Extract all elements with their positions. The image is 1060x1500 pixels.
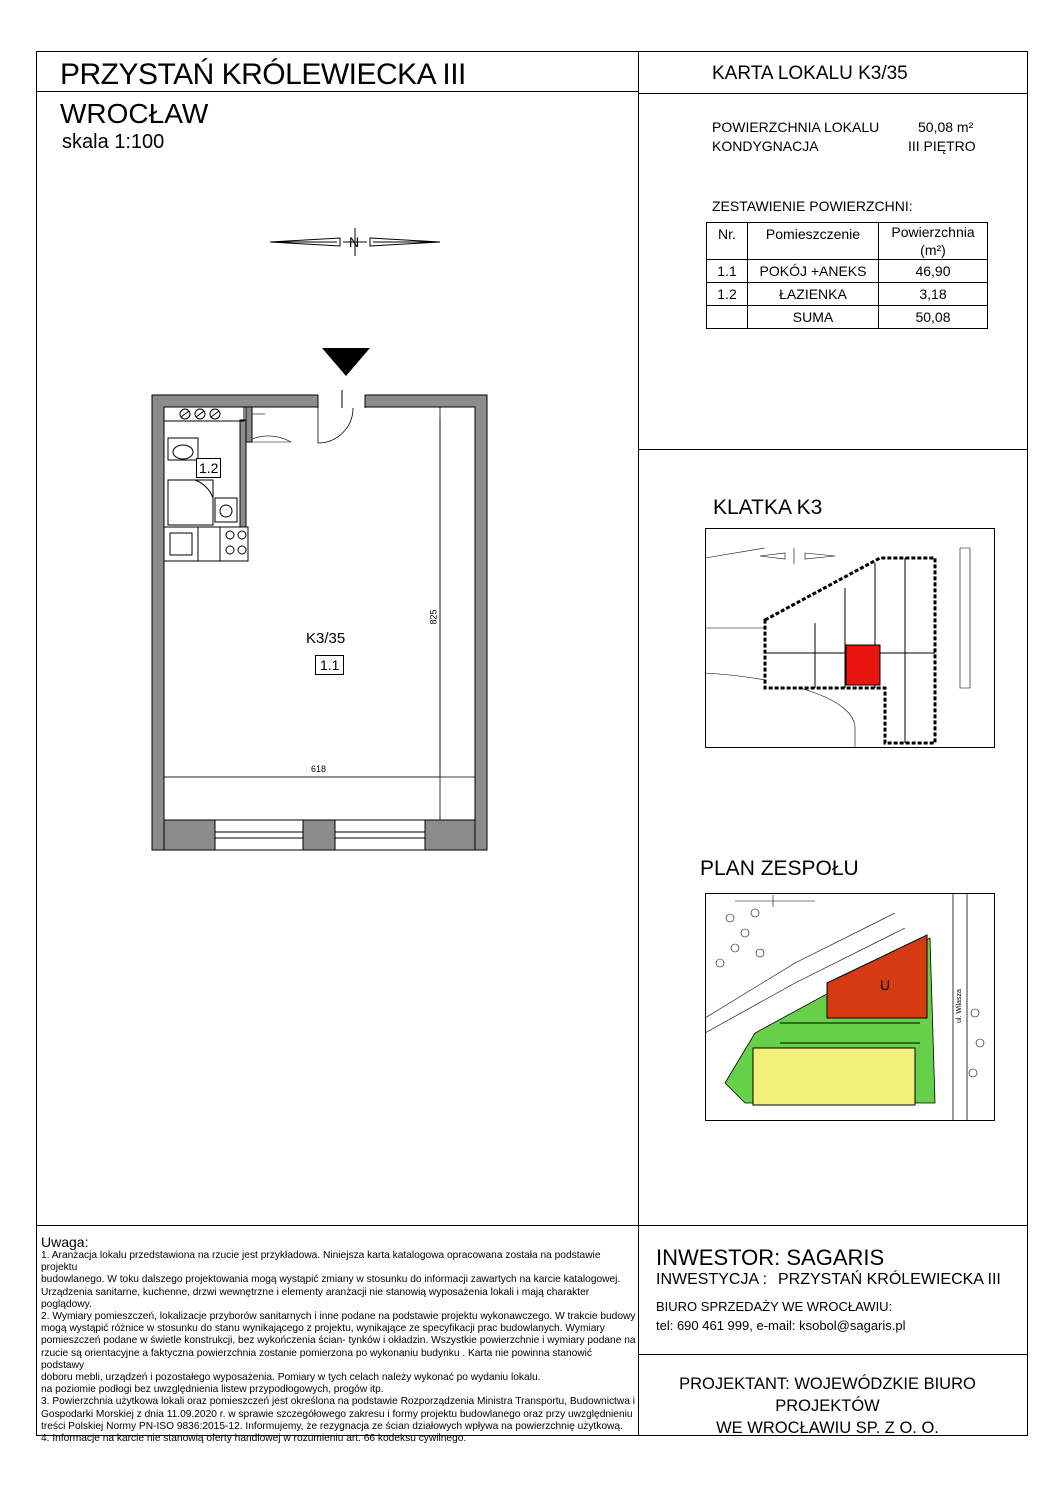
header-divider-right	[638, 93, 1027, 94]
table-row	[707, 260, 988, 283]
dimension-height: 825	[428, 609, 439, 625]
investment-value: PRZYSTAŃ KRÓLEWIECKA III	[778, 1271, 1001, 1288]
table-row	[707, 283, 988, 306]
designer-line-1: PROJEKTANT: WOJEWÓDZKIE BIURO PROJEKTÓW	[679, 1375, 976, 1415]
unit-label: K3/35	[306, 630, 346, 647]
col-nr-header: Nr.	[707, 223, 748, 260]
city-title: WROCŁAW	[60, 98, 209, 129]
note-line: mogą wystąpić różnice w stosunku do stanu wynikającego z projektu, wynikające ze specyfikacji prac budowlanych. Wymiary	[41, 1323, 605, 1335]
note-line: 2. Wymiary pomieszczeń, lokalizacje przyborów sanitarnych i inne podane na podstawie projektu wykonawczego. W trakcie budowy	[41, 1311, 636, 1323]
note-line: rzucie są orientacyjne a faktyczna powierzchnia zostanie pomierzona po wykonaniu budynku . Karta nie powinna stanowić podstawy	[41, 1347, 593, 1371]
stairwell-map	[705, 528, 995, 748]
row-nr: 1.2	[707, 283, 748, 306]
dimension-width: 618	[311, 764, 327, 774]
vertical-divider	[638, 51, 639, 1435]
stair-section-title: KLATKA K3	[713, 496, 823, 519]
area-value: 50,08 m²	[918, 119, 974, 135]
area-table	[706, 222, 988, 329]
street-label: ul. Wilasza	[956, 989, 963, 1023]
col-room-header: Pomieszczenie	[748, 223, 879, 260]
row-room: POKÓJ +ANEKS	[748, 260, 879, 283]
note-line: na poziomie podłogi bez uwzględnienia listew przypodłogowych, progów itp.	[41, 1384, 384, 1396]
total-label: SUMA	[748, 306, 879, 329]
contact-info: tel: 690 461 999, e-mail: ksobol@sagaris.pl	[656, 1318, 906, 1333]
notes-body	[41, 1250, 636, 1445]
floor-plan	[150, 380, 495, 855]
entrance-marker-icon	[320, 346, 372, 378]
note-line: 3. Powierzchnia użytkowa lokali oraz pomieszczeń jest określona na podstawie Rozporządzenia Ministra Transportu, Budownictwa i	[41, 1396, 635, 1408]
total-value: 50,08	[879, 306, 988, 329]
note-line: pomieszczeń podane w świetle konstrukcji, bez wykończenia ścian- tynków i okładzin. Wszystkie powierzchnie i wymiary podane na	[41, 1335, 636, 1347]
note-line: treści Polskiej Normy PN-ISO 9836:2015-12. Informujemy, że rezygnacja ze ścian działowych wpływa na powierzchnię użytkową.	[41, 1420, 623, 1432]
note-line: doboru mebli, urządzeń i pozostałego wyposażenia. Pomiary w tych celach należy wykonać po wydaniu lokalu.	[41, 1372, 541, 1384]
notes-divider	[36, 1225, 1027, 1226]
room-label-1-1: 1.1	[315, 655, 344, 675]
site-plan-map	[705, 893, 995, 1121]
room-label-1-2: 1.2	[196, 458, 221, 478]
note-line: budowlanego. W toku dalszego projektowania mogą wystąpić zmiany w stosunku do informacji zawartych na karcie katalogowej.	[41, 1274, 621, 1286]
card-title: KARTA LOKALU K3/35	[712, 63, 908, 84]
col-area-unit: (m²)	[879, 241, 988, 260]
notes-heading: Uwaga:	[41, 1234, 89, 1250]
note-line: Urządzenia sanitarne, kuchenne, drzwi wewnętrzne i elementy aranżacji nie stanowią wyposażenia lokali i mają charakter poglądowy.	[41, 1286, 590, 1310]
row-room: ŁAZIENKA	[748, 283, 879, 306]
area-label: POWIERZCHNIA LOKALU	[712, 119, 880, 135]
note-line: Gospodarki Morskiej z dnia 11.09.2020 r. w sprawie szczegółowego zakresu i formy projektu budowlanego oraz przy uwzględnieniu	[41, 1408, 633, 1420]
area-table-caption: ZESTAWIENIE POWIERZCHNI:	[712, 198, 913, 214]
col-area-header: Powierzchnia	[879, 223, 988, 242]
designer-block	[640, 1373, 1015, 1439]
table-header-row	[707, 223, 988, 242]
sales-office-label: BIURO SPRZEDAŻY WE WROCŁAWIU:	[656, 1299, 893, 1314]
site-marker-label: U	[880, 977, 891, 993]
right-section-divider	[638, 449, 1027, 450]
designer-divider	[638, 1354, 1027, 1355]
row-area: 46,90	[879, 260, 988, 283]
floor-value: III PIĘTRO	[908, 138, 976, 154]
investment-label: INWESTYCJA :	[656, 1271, 768, 1288]
investor-line: INWESTOR: SAGARIS	[656, 1245, 885, 1270]
row-area: 3,18	[879, 283, 988, 306]
north-label: N	[349, 234, 360, 250]
site-section-title: PLAN ZESPOŁU	[700, 857, 859, 880]
project-title: PRZYSTAŃ KRÓLEWIECKA III	[60, 58, 466, 91]
floor-label: KONDYGNACJA	[712, 138, 819, 154]
note-line: 4. Informacje na karcie nie stanowią oferty handlowej w rozumieniu art. 66 kodeksu cywilnego.	[41, 1433, 467, 1445]
designer-line-2: WE WROCŁAWIU SP. Z O. O.	[716, 1419, 939, 1437]
scale-label: skala 1:100	[62, 131, 165, 153]
north-arrow-icon	[265, 226, 445, 258]
row-nr: 1.1	[707, 260, 748, 283]
note-line: 1. Aranżacja lokalu przedstawiona na rzucie jest przykładowa. Niniejsza karta katalogowa opracowana została na podstawie projektu	[41, 1250, 601, 1274]
table-total-row	[707, 306, 988, 329]
